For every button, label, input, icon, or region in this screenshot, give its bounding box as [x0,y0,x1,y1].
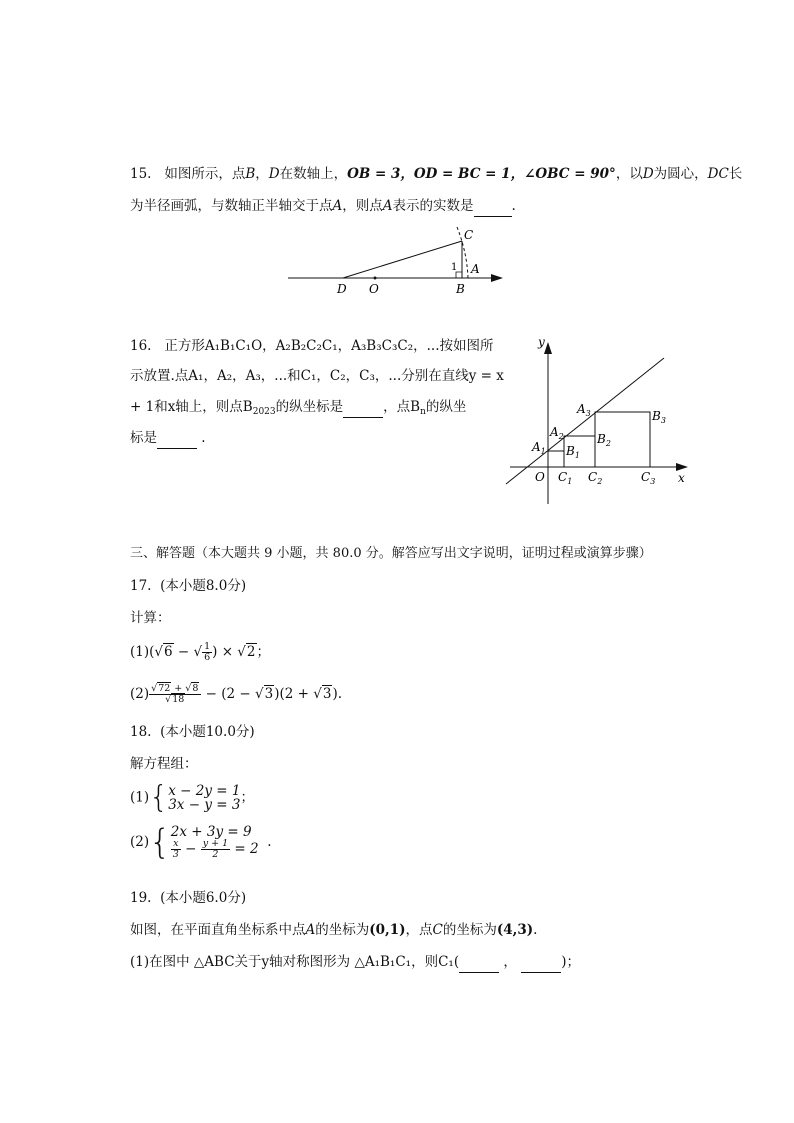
q16-label-B1: $B_1$ [566,444,580,460]
q16-label-C3: $C_3$ [641,470,656,486]
q16-line1: 16. 正方形A₁B₁C₁O，A₂B₂C₂C₁，A₃B₃C₃C₂，...按如图所 [130,338,494,354]
q16-label-A3: $A_3$ [577,402,591,418]
q15-label-A: A [471,262,480,276]
q16-label-B3: $B_3$ [652,409,666,425]
q15-point-O [374,277,377,280]
q19-line1: 如图，在平面直角坐标系中点A的坐标为(0,1)，点C的坐标为(4,3). [130,922,538,938]
q15-line1: 15. 如图所示，点B，D在数轴上，OB = 3，OD = BC = 1，∠OBC = 90°，以D为圆心，DC长 [130,166,743,182]
q15-label-D: D [337,282,347,296]
q16-label-y: y [538,335,545,349]
q15-label-C: C [464,228,474,242]
q15-number: 15. [130,166,152,182]
q19-number: 19. [130,890,152,906]
q15-line2: 为半径画弧，与数轴正半轴交于点A，则点A表示的实数是 . [130,198,516,217]
q19-score: (本小题6.0分) [160,890,247,906]
q16-label-A1: $A_1$ [532,440,546,456]
q18-part1: (1){ x − 2y = 1 3x − y = 3 ； [130,780,254,815]
q16-label-O: O [535,470,545,484]
q15-axis-arrow [491,274,503,282]
q16-square-1 [548,451,564,467]
q16-label-A2: $A_2$ [550,425,564,441]
q17-part2: (2) $\frac{√72 + √8}{√18}$ − (2 − √3)(2 + √3). [130,683,343,705]
q18-score: (本小题10.0分) [160,724,255,740]
q18-part2: (2){ 2x + 3y = 9 $\frac{x}{3}$ − $\frac{y + 1}{2}$ = 2 . [130,822,272,863]
q16-answer-blank-1[interactable] [343,401,383,418]
q16-y-arrow [544,342,552,354]
q16-label-C2: $C_2$ [588,470,603,486]
q15-label-O: O [369,282,379,296]
q16-line3: + 1和x轴上，则点$B_{2023}$的纵坐标是 ，点$B_n$的纵坐 [130,399,467,417]
q17-header [130,578,246,594]
section-3-heading: 三、解答题（本大题共 9 小题，共 80.0 分。解答应写出文字说明，证明过程或演算步骤） [130,546,652,561]
q18-number: 18. [130,724,152,740]
q19-header [130,890,246,906]
q15-label-B: B [456,282,465,296]
q19-answer-blank-y[interactable] [521,956,561,973]
q16-label-B2: $B_2$ [597,432,611,448]
q16-x-arrow [676,463,688,471]
q16-line-y-eq-x-plus-1 [506,358,664,484]
q15-number-line-figure [285,222,515,300]
q16-answer-blank-2[interactable] [157,432,197,449]
q16-line4: 标是 . [130,430,206,449]
q19-line2: (1)在图中 △ABC关于y轴对称图形为 △A₁B₁C₁，则C₁( ， )； [130,954,580,973]
q15-segment-DC [343,241,462,278]
q15-conditions: OB = 3，OD = BC = 1，∠OBC = 90° [347,166,616,182]
q17-instruction: 计算： [130,610,171,626]
q16-squares-figure [500,334,700,506]
q15-answer-blank[interactable] [474,200,512,217]
q19-answer-blank-x[interactable] [459,956,499,973]
q16-label-C1: $C_1$ [558,470,573,486]
q16-label-x: x [678,471,685,485]
q15-label-one: 1 [451,262,458,273]
q18-instruction: 解方程组： [130,756,198,772]
q17-part1: (1)(√6 − √ $\frac{1}{6}$ ) × √2； [130,641,270,663]
q16-number: 16. [130,338,152,354]
q17-score: (本小题8.0分) [160,578,247,594]
q17-number: 17. [130,578,152,594]
q18-header [130,724,255,740]
q16-line2: 示放置.点A₁，A₂，A₃，...和C₁，C₂，C₃，...分别在直线y = x [130,368,504,384]
